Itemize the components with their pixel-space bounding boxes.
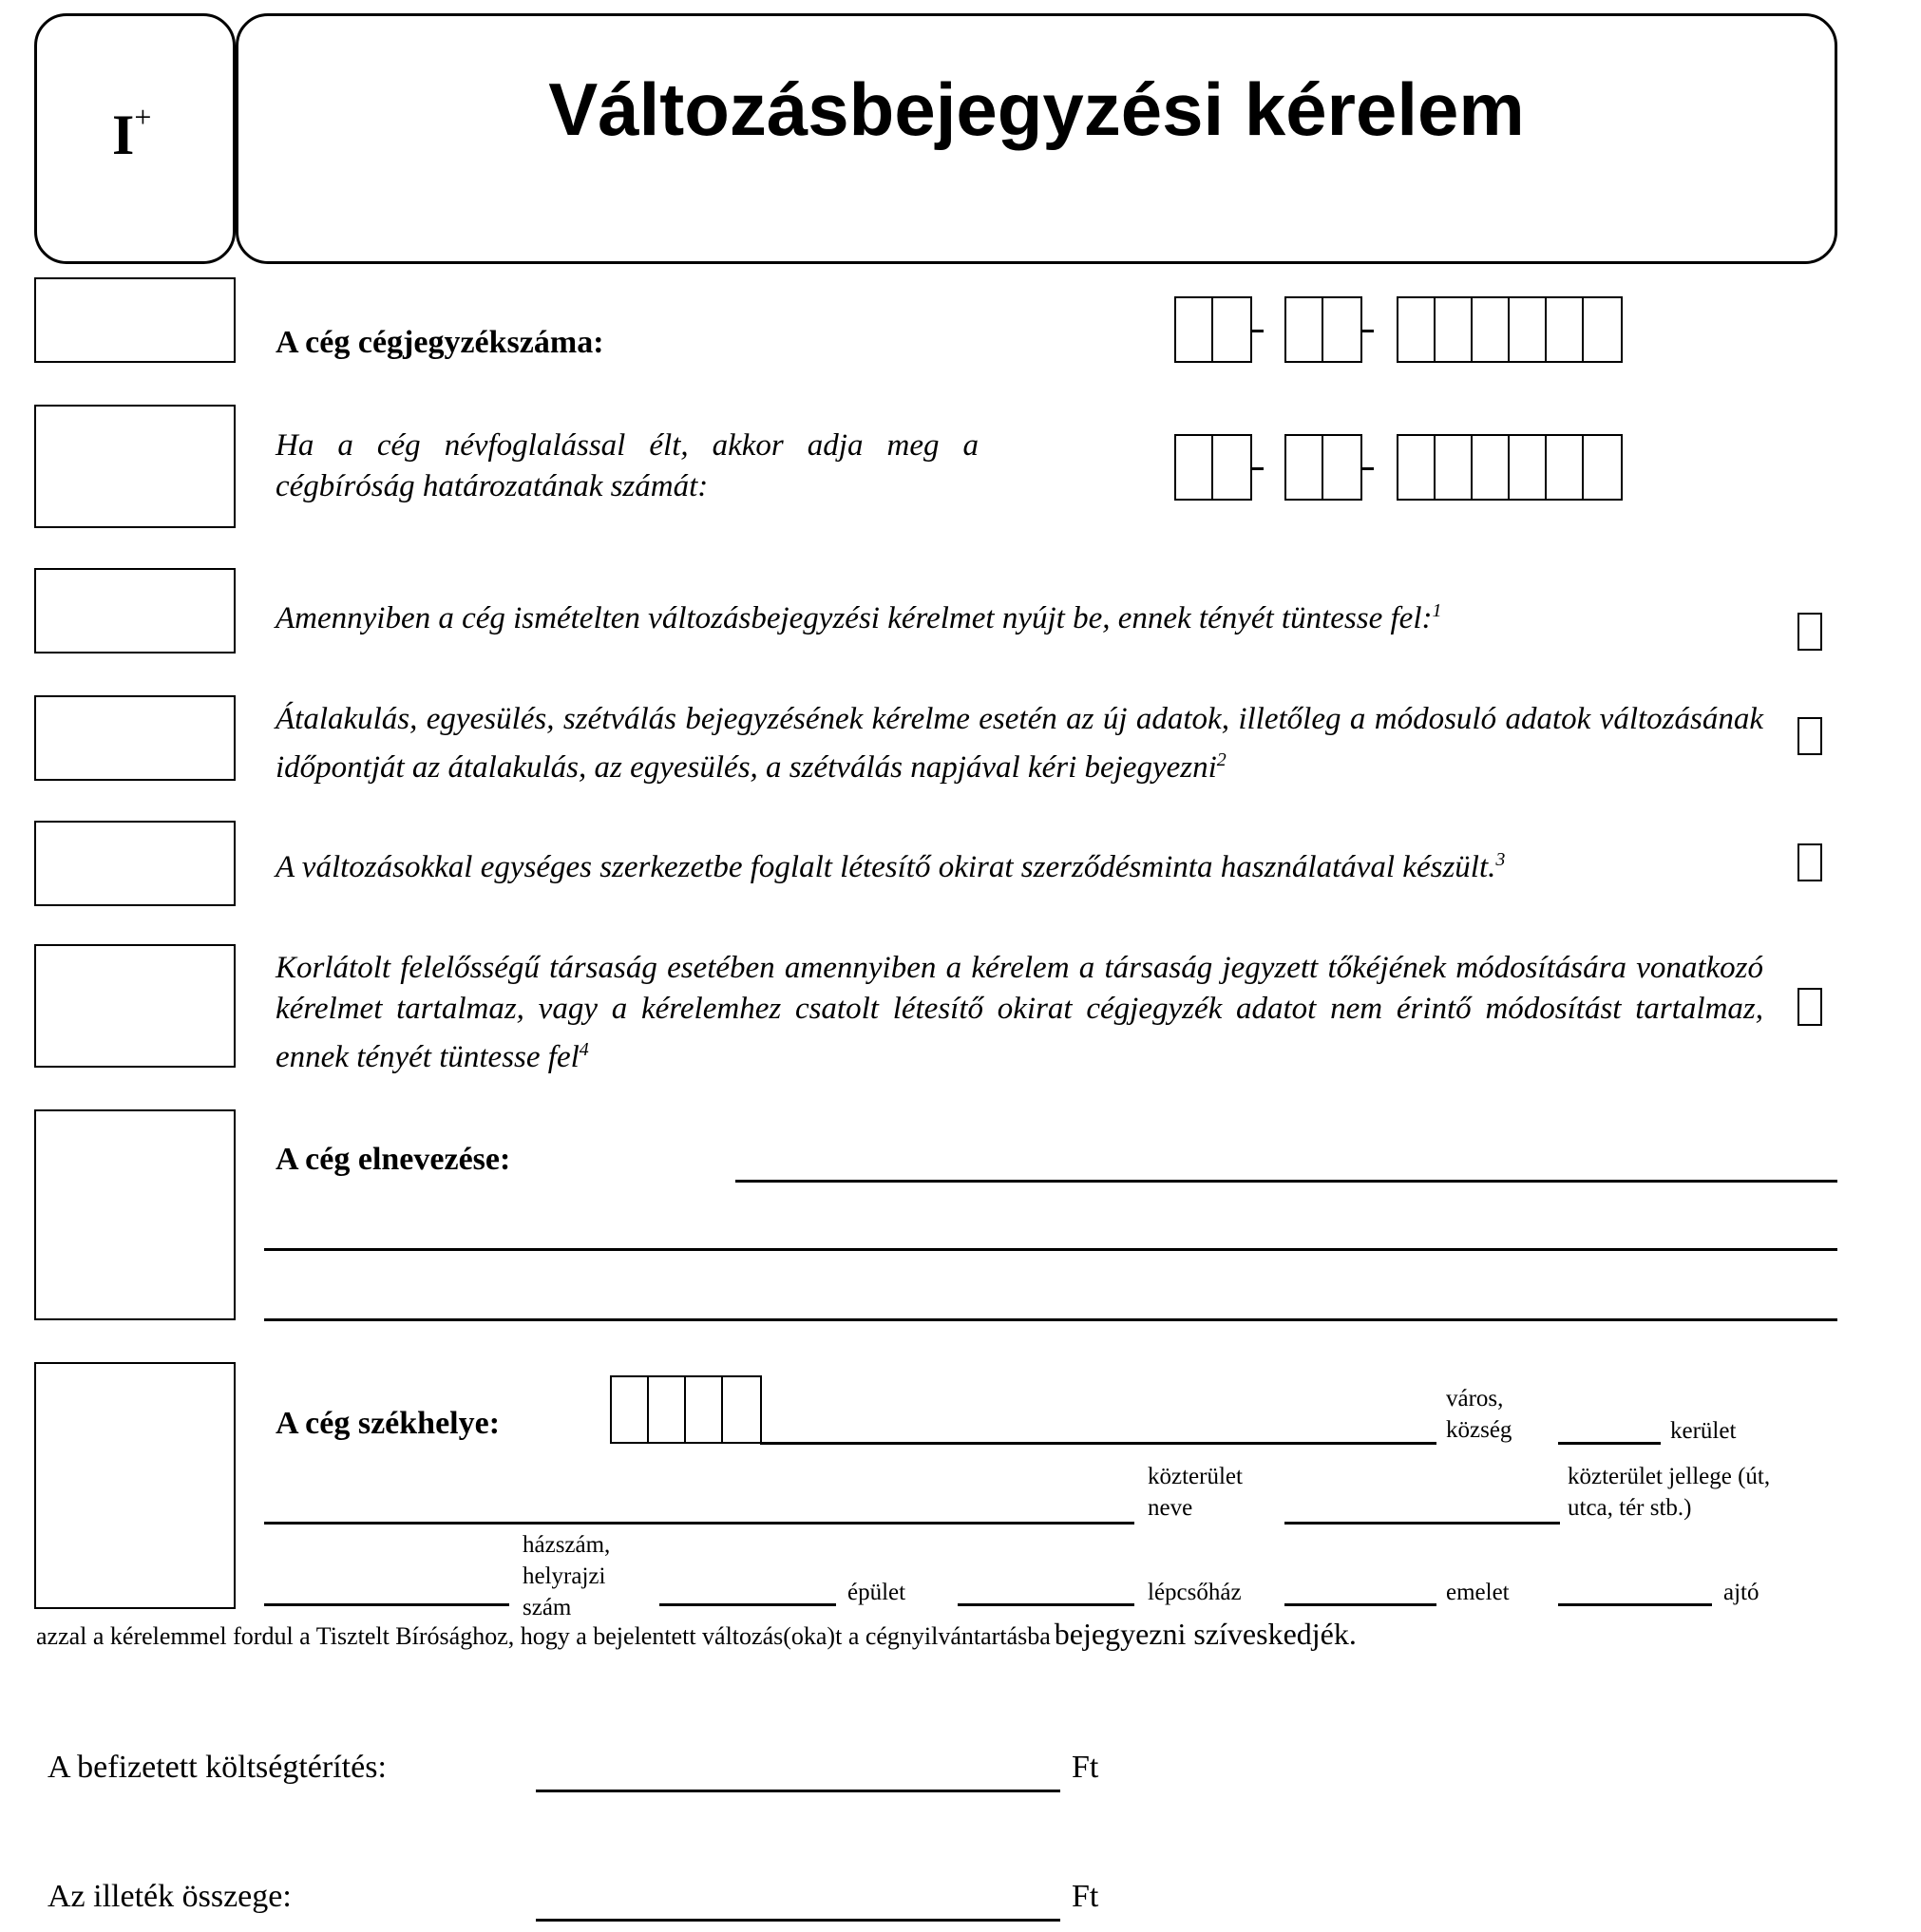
- district-line[interactable]: [1558, 1442, 1661, 1445]
- decision-number-part1[interactable]: [1174, 434, 1252, 501]
- decision-number-part2[interactable]: [1284, 434, 1362, 501]
- transformation-text: Átalakulás, egyesülés, szétválás bejegyzésének kérelme esetén az új adatok, illetőleg a módosuló adatok változásának időpontját az átalakulás, az egyesülés, a szétválás napjával kéri bejegyezni$^2$: [276, 702, 1763, 785]
- repeated-request-checkbox[interactable]: [1797, 613, 1822, 651]
- request-sentence: azzal a kérelemmel fordul a Tisztelt Bírósághoz, hogy a bejelentett változás(oka)t a cégnyilvántartásba bejegyezni szíveskedjék.: [36, 1617, 1357, 1651]
- office-use-box: [34, 695, 236, 781]
- decision-number-part3[interactable]: [1397, 434, 1623, 501]
- registry-number-label: A cég cégjegyzékszáma:: [276, 325, 604, 360]
- city-line[interactable]: [760, 1442, 1436, 1445]
- cost-unit: Ft: [1072, 1750, 1099, 1785]
- floor-line[interactable]: [1284, 1603, 1436, 1606]
- separator-dash: [1250, 330, 1264, 332]
- company-name-line-2[interactable]: [264, 1248, 1837, 1251]
- office-use-box: [34, 944, 236, 1068]
- template-contract-checkbox[interactable]: [1797, 843, 1822, 881]
- staircase-line[interactable]: [958, 1603, 1134, 1606]
- registry-number-part2[interactable]: [1284, 296, 1362, 363]
- separator-dash: [1360, 330, 1374, 332]
- house-number-label: házszám, helyrajzi szám: [523, 1532, 611, 1620]
- company-seat-label: A cég székhelye:: [276, 1406, 501, 1441]
- building-line[interactable]: [659, 1603, 836, 1606]
- street-name-label: közterület neve: [1148, 1464, 1243, 1521]
- street-name-line[interactable]: [264, 1522, 1134, 1525]
- house-number-line[interactable]: [264, 1603, 509, 1606]
- cost-line[interactable]: [536, 1790, 1060, 1792]
- company-name-label: A cég elnevezése:: [276, 1142, 511, 1177]
- office-use-box: [34, 568, 236, 653]
- separator-dash: [1250, 467, 1264, 470]
- form-code: I+: [112, 100, 152, 166]
- district-label: kerület: [1670, 1418, 1737, 1444]
- office-use-box: [34, 1109, 236, 1320]
- street-type-line[interactable]: [1284, 1522, 1560, 1525]
- separator-dash: [1360, 467, 1374, 470]
- registry-number-part1[interactable]: [1174, 296, 1252, 363]
- office-use-box: [34, 1362, 236, 1609]
- company-name-line-3[interactable]: [264, 1318, 1837, 1321]
- cost-label: A befizetett költségtérítés:: [48, 1750, 387, 1785]
- staircase-label: lépcsőház: [1148, 1580, 1242, 1605]
- office-use-box: [34, 821, 236, 906]
- street-type-label: közterület jellege (út, utca, tér stb.): [1568, 1464, 1771, 1521]
- city-label: város, község: [1446, 1386, 1512, 1443]
- template-contract-text: A változásokkal egységes szerkezetbe foglalt létesítő okirat szerződésminta használatával készült.$^3$: [276, 849, 1506, 884]
- page-title: Változásbejegyzési kérelem: [548, 67, 1525, 151]
- ltd-checkbox[interactable]: [1797, 988, 1822, 1026]
- door-line[interactable]: [1558, 1603, 1712, 1606]
- name-reservation-label: Ha a cég névfoglalással élt, akkor adja meg a cégbíróság határozatának számát:: [276, 428, 979, 503]
- floor-label: emelet: [1446, 1580, 1510, 1605]
- office-use-box: [34, 277, 236, 363]
- duty-label: Az illeték összege:: [48, 1879, 292, 1914]
- ltd-text: Korlátolt felelősségű társaság esetében amennyiben a kérelem a társaság jegyzett tőkéjének módosítására vonatkozó kérelmet tartalmaz, vagy a kérelemhez csatolt létesítő okirat cégjegyzék adatot nem érintő módosítást tartalmaz, ennek tényét tüntesse fel$^4$: [276, 951, 1763, 1074]
- duty-line[interactable]: [536, 1919, 1060, 1922]
- registry-number-part3[interactable]: [1397, 296, 1623, 363]
- office-use-box: [34, 405, 236, 528]
- door-label: ajtó: [1723, 1580, 1759, 1605]
- repeated-request-text: Amennyiben a cég ismételten változásbejegyzési kérelmet nyújt be, ennek tényét tüntesse fel:$^1$: [276, 600, 1442, 635]
- postal-code-boxes[interactable]: [610, 1375, 762, 1444]
- building-label: épület: [847, 1580, 906, 1605]
- duty-unit: Ft: [1072, 1879, 1099, 1914]
- transformation-checkbox[interactable]: [1797, 717, 1822, 755]
- company-name-line-1[interactable]: [735, 1180, 1837, 1183]
